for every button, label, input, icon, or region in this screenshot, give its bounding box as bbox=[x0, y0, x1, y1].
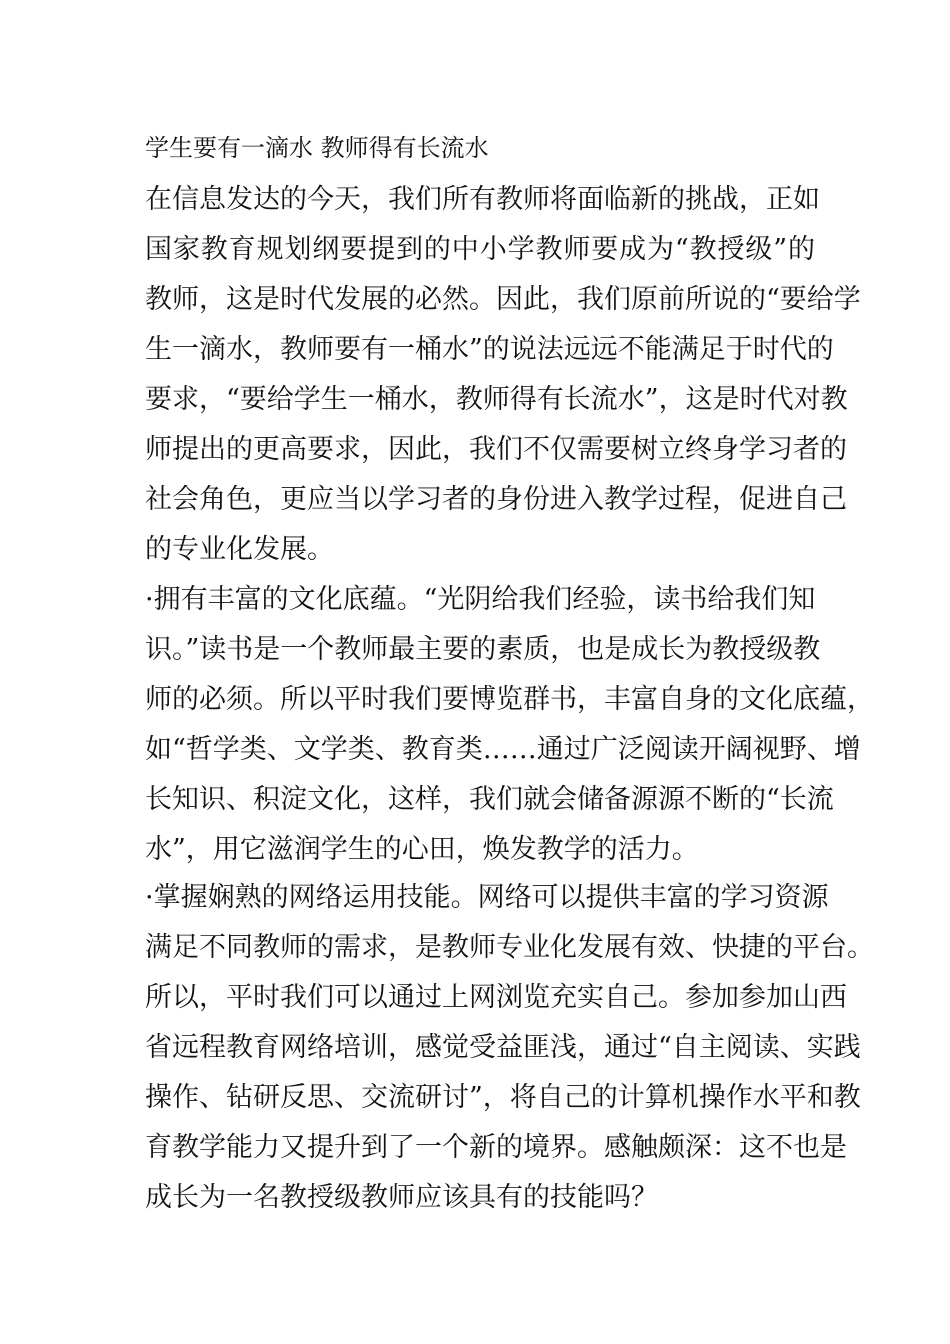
text-line: ·拥有丰富的文化底蕴。“光阴给我们经验，读书给我们知 bbox=[145, 584, 816, 615]
paragraph-culture bbox=[145, 575, 874, 875]
text-line: 国家教育规划纲要提到的中小学教师要成为“教授级”的 bbox=[145, 234, 815, 265]
text-line: 师的必须。所以平时我们要博览群书，丰富自身的文化底蕴， bbox=[145, 684, 874, 715]
text-line: 成长为一名教授级教师应该具有的技能吗？ bbox=[145, 1182, 658, 1213]
text-line: 教师，这是时代发展的必然。因此，我们原前所说的“要给学 bbox=[145, 284, 861, 315]
paragraph-intro bbox=[145, 175, 861, 575]
text-line: 生一滴水，教师要有一桶水”的说法远远不能满足于时代的 bbox=[145, 334, 834, 365]
text-line: 省远程教育网络培训，感觉受益匪浅，通过“自主阅读、实践 bbox=[145, 1032, 861, 1063]
text-line: 操作、钻研反思、交流研讨”，将自己的计算机操作水平和教 bbox=[145, 1082, 861, 1113]
text-line: 所以，平时我们可以通过上网浏览充实自己。参加参加山西 bbox=[145, 982, 847, 1013]
text-line: 育教学能力又提升到了一个新的境界。感触颇深：这不也是 bbox=[145, 1132, 847, 1163]
text-line: ·掌握娴熟的网络运用技能。网络可以提供丰富的学习资源 bbox=[145, 882, 829, 913]
document-title: 学生要有一滴水 教师得有长流水 bbox=[145, 134, 489, 162]
text-line: 的专业化发展。 bbox=[145, 534, 334, 565]
text-line: 要求，“要给学生一桶水，教师得有长流水”，这是时代对教 bbox=[145, 384, 848, 415]
text-line: 长知识、积淀文化，这样，我们就会储备源源不断的“长流 bbox=[145, 784, 834, 815]
paragraph-network bbox=[145, 873, 874, 1223]
text-line: 社会角色，更应当以学习者的身份进入教学过程，促进自己 bbox=[145, 484, 847, 515]
text-line: 识。”读书是一个教师最主要的素质，也是成长为教授级教 bbox=[145, 634, 821, 665]
text-line: 师提出的更高要求，因此，我们不仅需要树立终身学习者的 bbox=[145, 434, 847, 465]
text-line: 满足不同教师的需求，是教师专业化发展有效、快捷的平台。 bbox=[145, 932, 874, 963]
text-line: 水”，用它滋润学生的心田，焕发教学的活力。 bbox=[145, 834, 699, 865]
text-line: 在信息发达的今天，我们所有教师将面临新的挑战，正如 bbox=[145, 184, 820, 215]
text-line: 如“哲学类、文学类、教育类……通过广泛阅读开阔视野、增 bbox=[145, 734, 861, 765]
